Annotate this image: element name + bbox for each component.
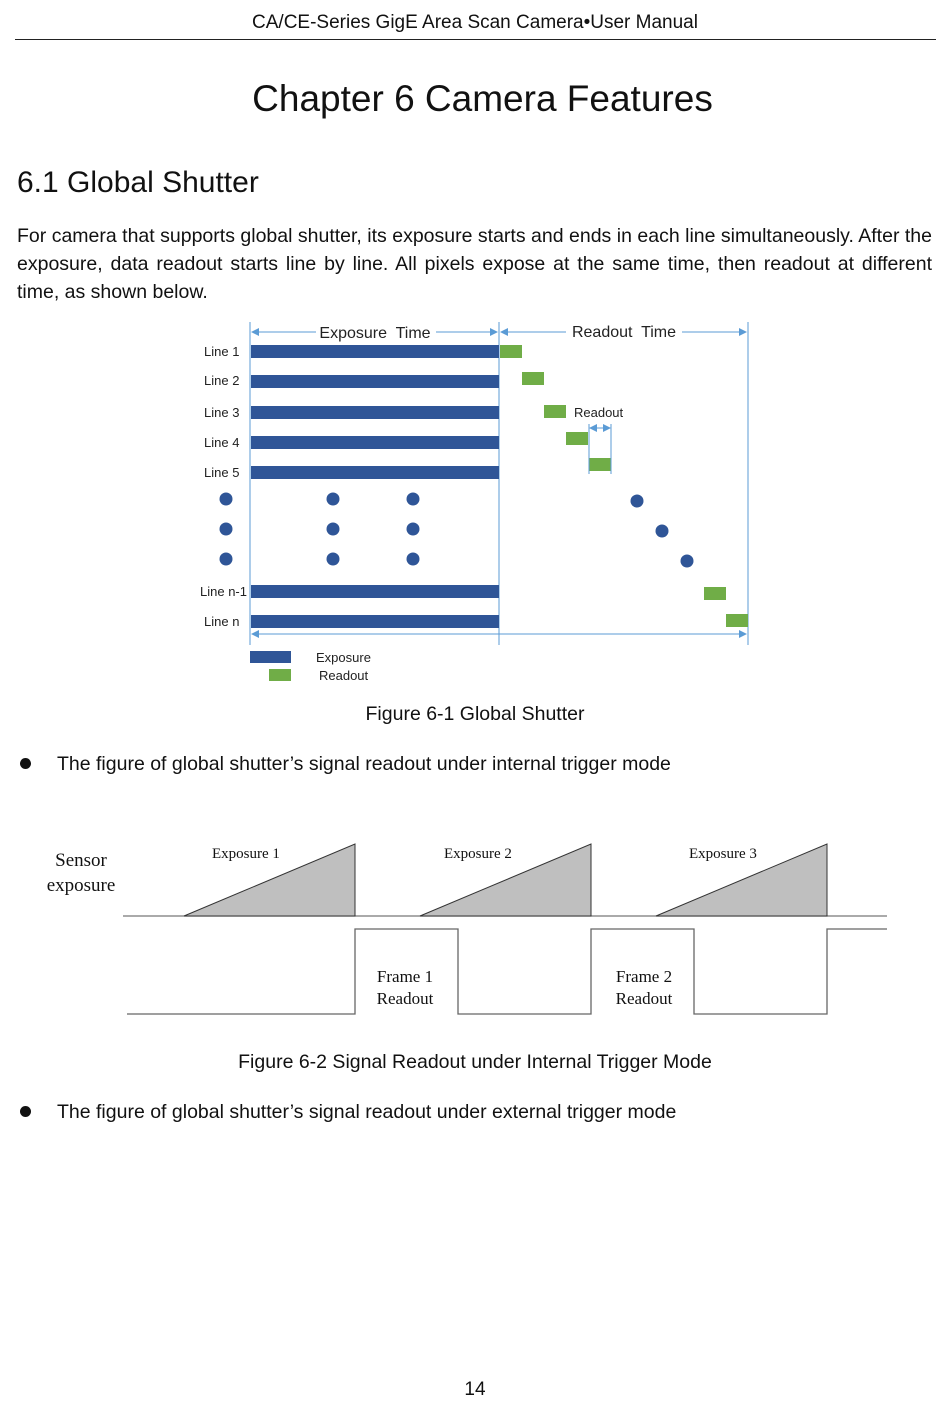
line-label: Line 2 xyxy=(204,373,240,388)
readout-block xyxy=(500,345,522,358)
bullet-internal-trigger: The figure of global shutter’s signal readout under internal trigger mode xyxy=(57,753,671,775)
bullet-marker xyxy=(20,1106,31,1117)
readout-time-label: Readout Time xyxy=(571,324,677,341)
exposure-bar xyxy=(251,585,499,598)
frame-readout-label: Frame 2 xyxy=(615,967,673,986)
page-header: CA/CE-Series GigE Area Scan Camera•User Manual xyxy=(252,12,698,33)
section-title: 6.1 Global Shutter xyxy=(17,166,259,199)
frame-readout-label: Readout xyxy=(615,989,673,1008)
bullet-external-trigger: The figure of global shutter’s signal readout under external trigger mode xyxy=(57,1101,677,1123)
line-label: Line 1 xyxy=(204,344,240,359)
header-divider xyxy=(15,39,936,40)
readout-block xyxy=(704,587,726,600)
line-label: Line n xyxy=(204,614,240,629)
exposure-label: Exposure 3 xyxy=(689,846,757,862)
exposure-bar xyxy=(251,615,499,628)
exposure-bar xyxy=(251,345,499,358)
exposure-label: Exposure 2 xyxy=(444,846,512,862)
exposure-bar xyxy=(251,436,499,449)
readout-annotation: Readout xyxy=(574,405,624,420)
figure-1-caption: Figure 6-1 Global Shutter xyxy=(365,703,585,725)
line-label: Line n-1 xyxy=(200,584,247,599)
sensor-label: Sensor xyxy=(55,850,107,871)
ellipsis-dots xyxy=(220,493,694,568)
chapter-title: Chapter 6 Camera Features xyxy=(252,78,713,119)
legend-exposure-swatch xyxy=(250,651,291,663)
internal-trigger-diagram xyxy=(0,835,950,1025)
figure-2-caption: Figure 6-2 Signal Readout under Internal Trigger Mode xyxy=(238,1051,712,1073)
readout-block xyxy=(544,405,566,418)
legend-readout-label: Readout xyxy=(319,668,369,683)
line-label: Line 5 xyxy=(204,465,240,480)
exposure-label: Exposure 1 xyxy=(212,846,280,862)
exposure-time-label: Exposure Time xyxy=(319,325,431,342)
readout-block xyxy=(589,458,611,471)
exposure-bar xyxy=(251,466,499,479)
line-label: Line 4 xyxy=(204,435,240,450)
frame-readout-label: Frame 1 xyxy=(376,967,434,986)
legend-readout-swatch xyxy=(269,669,291,681)
exposure-bar xyxy=(251,375,499,388)
legend-exposure-label: Exposure xyxy=(316,650,371,665)
page-number: 14 xyxy=(464,1379,486,1400)
global-shutter-diagram xyxy=(0,318,950,698)
readout-waveform xyxy=(127,929,887,1014)
readout-block xyxy=(522,372,544,385)
sensor-label: exposure xyxy=(46,875,116,896)
readout-block xyxy=(726,614,748,627)
readout-block xyxy=(566,432,588,445)
bullet-marker xyxy=(20,758,31,769)
line-label: Line 3 xyxy=(204,405,240,420)
exposure-bar xyxy=(251,406,499,419)
frame-readout-label: Readout xyxy=(376,989,434,1008)
intro-paragraph: For camera that supports global shutter, its exposure starts and ends in each line simultaneously. After the exposure, data readout starts line by line. All pixels expose at the same time, then readout at different time, as shown below. xyxy=(17,225,932,303)
